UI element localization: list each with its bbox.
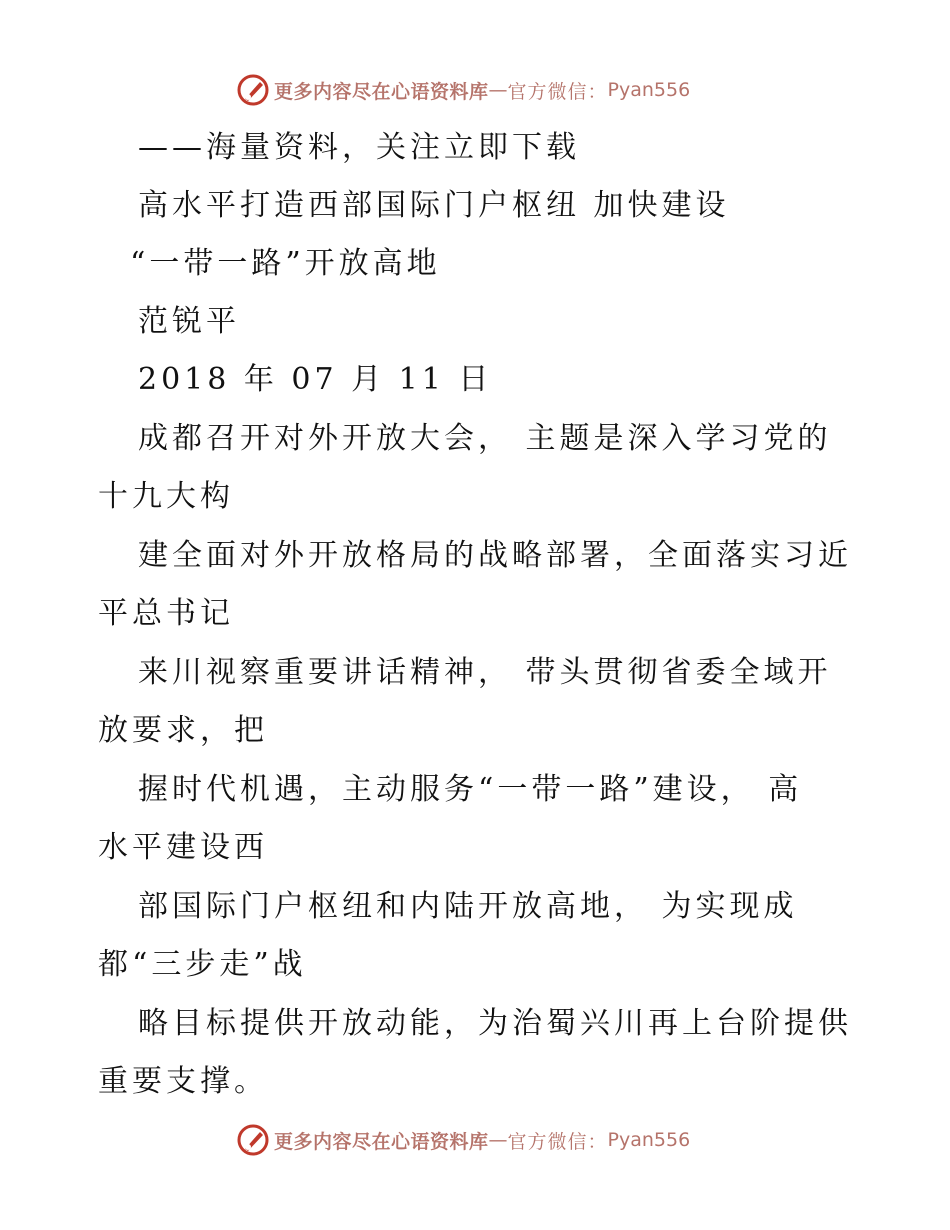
text-line-17: 重要支撑。 xyxy=(98,1064,268,1099)
header-watermark xyxy=(236,72,690,108)
text-line-9: 平总书记 xyxy=(98,596,234,631)
watermark-wechat-label: 官方微信： xyxy=(507,1130,608,1153)
text-line-5: 2018 年 07 月 11 日 xyxy=(138,362,493,397)
watermark-brand: 更多内容尽在心语资料库 xyxy=(274,1130,489,1153)
watermark-wechat-id: Pyan556 xyxy=(607,1129,691,1151)
brush-logo-icon xyxy=(236,73,270,107)
text-line-12: 握时代机遇，主动服务“一带一路”建设， 高 xyxy=(138,772,803,807)
watermark-brand: 更多内容尽在心语资料库 xyxy=(274,80,489,103)
watermark-separator: — xyxy=(488,1129,508,1151)
watermark-wechat-label: 官方微信： xyxy=(507,80,608,103)
text-line-2: 高水平打造西部国际门户枢纽 加快建设 xyxy=(138,188,730,223)
text-line-1: ——海量资料，关注立即下载 xyxy=(138,130,580,165)
brush-logo-icon xyxy=(236,1123,270,1157)
text-line-14: 部国际门户枢纽和内陆开放高地， 为实现成 xyxy=(138,889,798,924)
text-line-13: 水平建设西 xyxy=(98,830,268,865)
text-line-8: 建全面对外开放格局的战略部署，全面落实习近 xyxy=(138,538,852,573)
text-line-3: “一带一路”开放高地 xyxy=(130,246,441,281)
text-line-4: 范锐平 xyxy=(138,304,240,339)
watermark-wechat-id: Pyan556 xyxy=(607,79,691,101)
footer-watermark xyxy=(236,1122,690,1158)
text-line-16: 略目标提供开放动能，为治蜀兴川再上台阶提供 xyxy=(138,1006,852,1041)
text-line-7: 十九大构 xyxy=(98,479,234,514)
text-line-11: 放要求，把 xyxy=(98,713,268,748)
watermark-separator: — xyxy=(488,79,508,101)
text-line-15: 都“三步走”战 xyxy=(98,947,307,982)
text-line-10: 来川视察重要讲话精神， 带头贯彻省委全域开 xyxy=(138,655,832,690)
text-line-6: 成都召开对外开放大会， 主题是深入学习党的 xyxy=(138,421,832,456)
